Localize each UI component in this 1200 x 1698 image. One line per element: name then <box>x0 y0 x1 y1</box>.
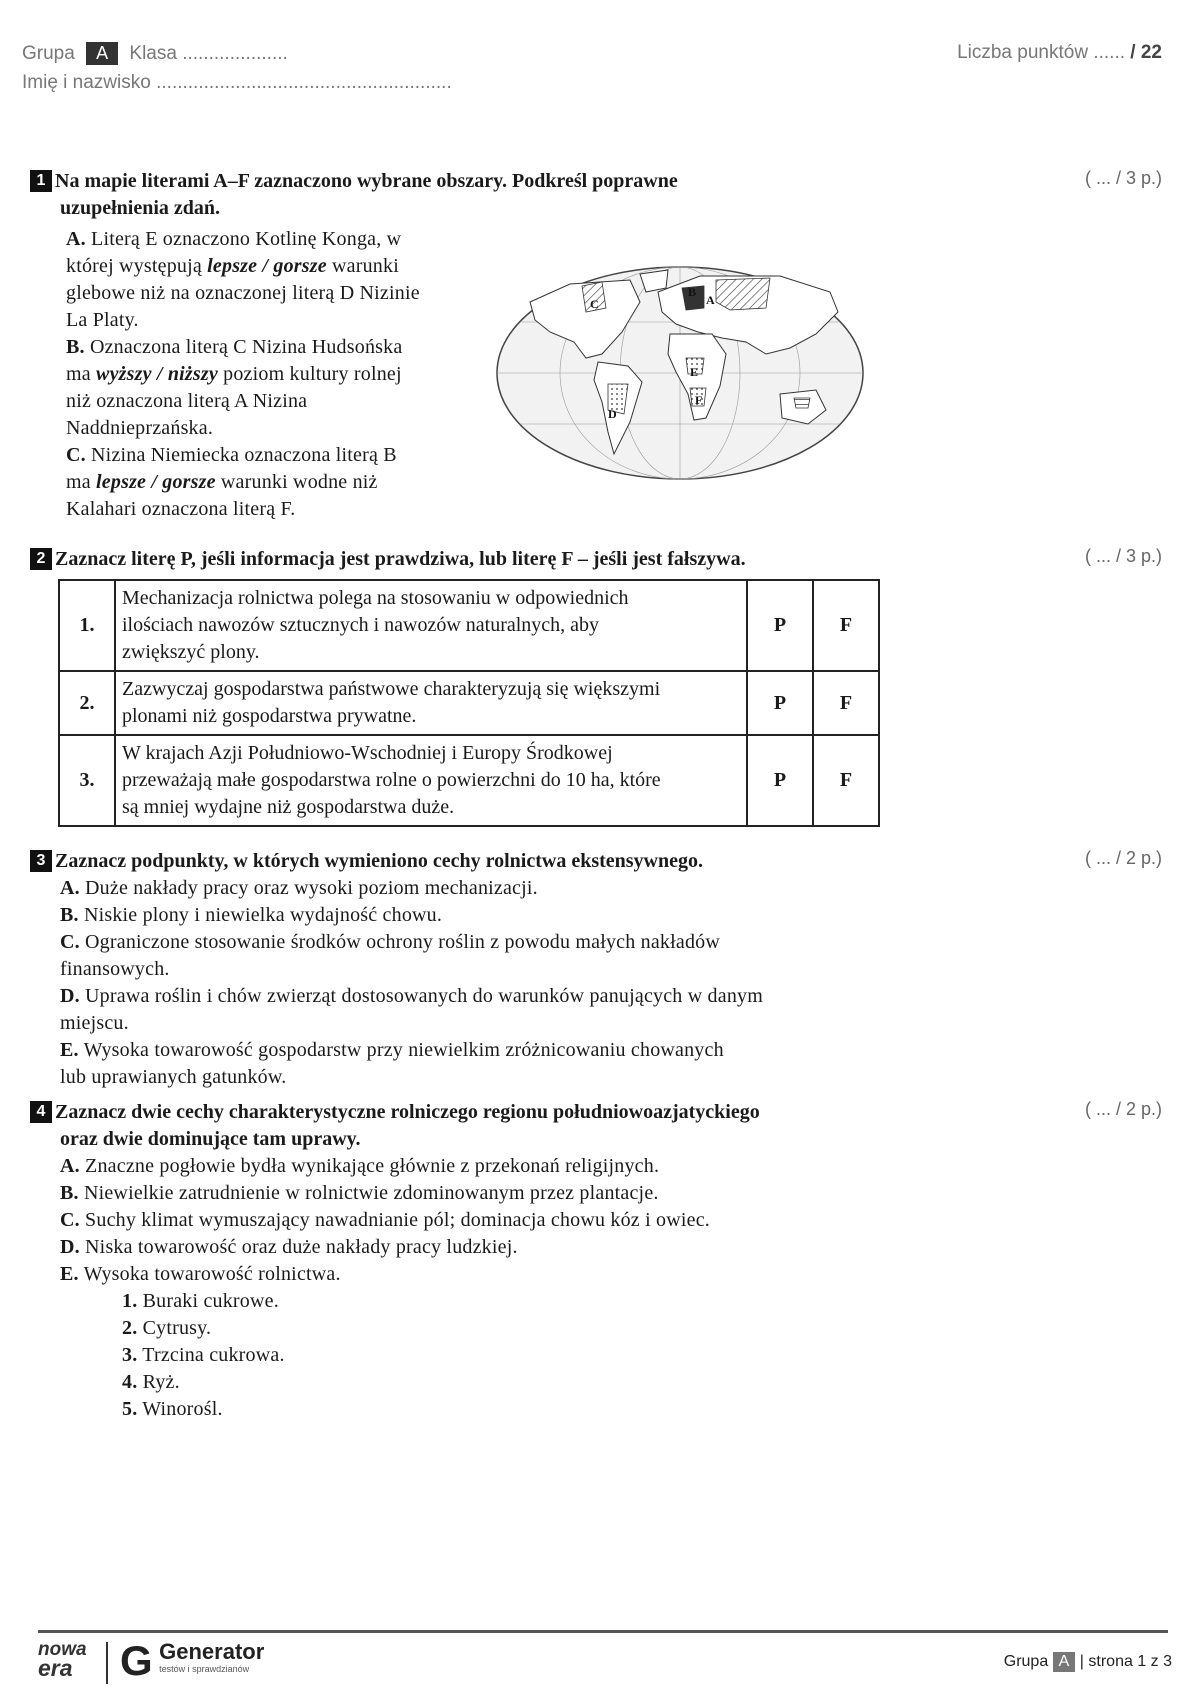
crop-1[interactable]: 1. Buraki cukrowe. <box>122 1290 279 1312</box>
task-4-crops <box>30 1288 930 1423</box>
option-f[interactable]: F <box>813 735 879 826</box>
option-e[interactable]: E. Wysoka towarowość rolnictwa. <box>60 1263 341 1285</box>
option-d[interactable]: D. Uprawa roślin i chów zwierząt dostosowanych do warunków panujących w danym <box>60 985 763 1007</box>
option-b[interactable]: B. Niewielkie zatrudnienie w rolnictwie zdominowanym przez plantacje. <box>60 1182 659 1204</box>
points-total-row <box>957 42 1162 64</box>
table-row <box>59 671 879 735</box>
task-2-title: 2 Zaznacz literę P, jeśli informacja jest prawdziwa, lub literę F – jeśli jest fałszywa. <box>30 546 930 573</box>
task-4-title: 4 Zaznacz dwie cechy charakterystyczne rolniczego regionu południowoazjatyckiego oraz dwie dominujące tam uprawy. <box>30 1099 930 1153</box>
map-label-c: C <box>590 297 599 311</box>
nowa-era-logo: nowa era <box>38 1639 87 1681</box>
option-e-cont: lub uprawianych gatunków. <box>60 1066 287 1088</box>
map-label-e: E <box>690 365 699 379</box>
name-row <box>22 72 452 94</box>
group-label: Grupa <box>22 43 75 64</box>
group-row <box>22 42 288 65</box>
points-total: / 22 <box>1130 42 1162 63</box>
table-row <box>59 735 879 826</box>
option-f[interactable]: F <box>813 671 879 735</box>
task-1-line: C. Nizina Niemiecka oznaczona literą B <box>66 444 397 466</box>
generator-logo: G Generator testów i sprawdzianów <box>120 1637 265 1684</box>
option-b[interactable]: B. Niskie plony i niewielka wydajność chowu. <box>60 904 443 926</box>
row-statement: W krajach Azji Południowo-Wschodniej i Europy Środkowej przeważają małe gospodarstwa rolne o powierzchni do 10 ha, które są mniej wydajne niż gospodarstwa duże. <box>115 735 747 826</box>
crop-2[interactable]: 2. Cytrusy. <box>122 1317 212 1339</box>
map-label-b: B <box>688 285 697 299</box>
footer-divider <box>38 1630 1168 1633</box>
name-label: Imię i nazwisko <box>22 72 151 93</box>
task-2-number: 2 <box>30 548 52 570</box>
task-2 <box>30 546 930 573</box>
task-1-line: glebowe niż na oznaczonej literą D Nizinie <box>66 282 420 304</box>
option-a[interactable]: A. Znaczne pogłowie bydła wynikające głównie z przekonań religijnych. <box>60 1155 660 1177</box>
points-label: Liczba punktów <box>957 42 1089 63</box>
option-e[interactable]: E. Wysoka towarowość gospodarstw przy niewielkim zróżnicowaniu chowanych <box>60 1039 724 1061</box>
choice-wyzszy-nizszy[interactable]: wyższy / niższy <box>96 363 218 385</box>
task-1-points: ( ... / 3 p.) <box>1084 168 1162 188</box>
task-1-line: ma wyższy / niższy poziom kultury rolnej <box>66 363 402 385</box>
world-map <box>490 262 870 484</box>
task-3-options <box>30 875 930 1091</box>
task-1-line: Naddnieprzańska. <box>66 417 214 439</box>
choice-lepsze-gorsze[interactable]: lepsze / gorsze <box>207 255 327 277</box>
task-3 <box>30 848 930 1091</box>
generator-g-icon: G <box>120 1637 153 1684</box>
points-field[interactable]: ...... <box>1093 42 1126 63</box>
task-1-line: A. Literą E oznaczono Kotlinę Konga, w <box>66 228 402 250</box>
class-label: Klasa <box>129 43 177 64</box>
region-a <box>716 278 770 310</box>
task-4-number: 4 <box>30 1101 52 1123</box>
map-label-d: D <box>608 407 617 421</box>
task-1-number: 1 <box>30 170 52 192</box>
task-4 <box>30 1099 930 1423</box>
task-1-line: której występują lepsze / gorsze warunki <box>66 255 399 277</box>
task-2-points: ( ... / 3 p.) <box>1084 546 1162 566</box>
task-1-line: Kalahari oznaczona literą F. <box>66 498 296 520</box>
map-label-a: A <box>706 293 715 307</box>
task-1-line: ma lepsze / gorsze warunki wodne niż <box>66 471 378 493</box>
task-1-line: niż oznaczona literą A Nizina <box>66 390 308 412</box>
row-number: 1. <box>59 580 115 671</box>
row-statement: Mechanizacja rolnictwa polega na stosowaniu w odpowiednich ilościach nawozów sztucznych i nawozów naturalnych, aby zwiększyć plony. <box>115 580 747 671</box>
class-field[interactable]: .................... <box>182 43 288 64</box>
crop-4[interactable]: 4. Ryż. <box>122 1371 180 1393</box>
logo-divider <box>106 1642 108 1684</box>
map-label-f: F <box>695 393 703 407</box>
crop-5[interactable]: 5. Winorośl. <box>122 1398 223 1420</box>
footer-group-badge: A <box>1053 1652 1076 1672</box>
option-p[interactable]: P <box>747 735 813 826</box>
task-3-points: ( ... / 2 p.) <box>1084 848 1162 868</box>
crop-3[interactable]: 3. Trzcina cukrowa. <box>122 1344 285 1366</box>
option-p[interactable]: P <box>747 580 813 671</box>
task-1-line: La Platy. <box>66 309 139 331</box>
footer-page-info: Grupa A | strona 1 z 3 <box>1003 1653 1172 1670</box>
option-p[interactable]: P <box>747 671 813 735</box>
row-number: 2. <box>59 671 115 735</box>
option-c-cont: finansowych. <box>60 958 170 980</box>
option-d[interactable]: D. Niska towarowość oraz duże nakłady pracy ludzkiej. <box>60 1236 518 1258</box>
task-3-title: 3 Zaznacz podpunkty, w których wymieniono cechy rolnictwa ekstensywnego. <box>30 848 930 875</box>
option-f[interactable]: F <box>813 580 879 671</box>
table-row <box>59 580 879 671</box>
option-c[interactable]: C. Ograniczone stosowanie środków ochrony roślin z powodu małych nakładów <box>60 931 721 953</box>
task-1-text <box>30 226 486 523</box>
row-number: 3. <box>59 735 115 826</box>
task-1-title: 1 Na mapie literami A–F zaznaczono wybrane obszary. Podkreśl poprawne uzupełnienia zdań. <box>30 168 880 222</box>
choice-lepsze-gorsze-2[interactable]: lepsze / gorsze <box>96 471 216 493</box>
task-1-line: B. Oznaczona literą C Nizina Hudsońska <box>66 336 403 358</box>
group-badge: A <box>86 42 118 65</box>
task-4-options <box>30 1153 930 1288</box>
option-c[interactable]: C. Suchy klimat wymuszający nawadnianie pól; dominacja chowu kóz i owiec. <box>60 1209 710 1231</box>
option-d-cont: miejscu. <box>60 1012 129 1034</box>
true-false-table <box>58 579 880 827</box>
option-a[interactable]: A. Duże nakłady pracy oraz wysoki poziom mechanizacji. <box>60 877 538 899</box>
row-statement: Zazwyczaj gospodarstwa państwowe charakteryzują się większymi plonami niż gospodarstwa prywatne. <box>115 671 747 735</box>
name-field[interactable]: ........................................................ <box>156 72 452 93</box>
task-4-points: ( ... / 2 p.) <box>1084 1099 1162 1119</box>
task-3-number: 3 <box>30 850 52 872</box>
